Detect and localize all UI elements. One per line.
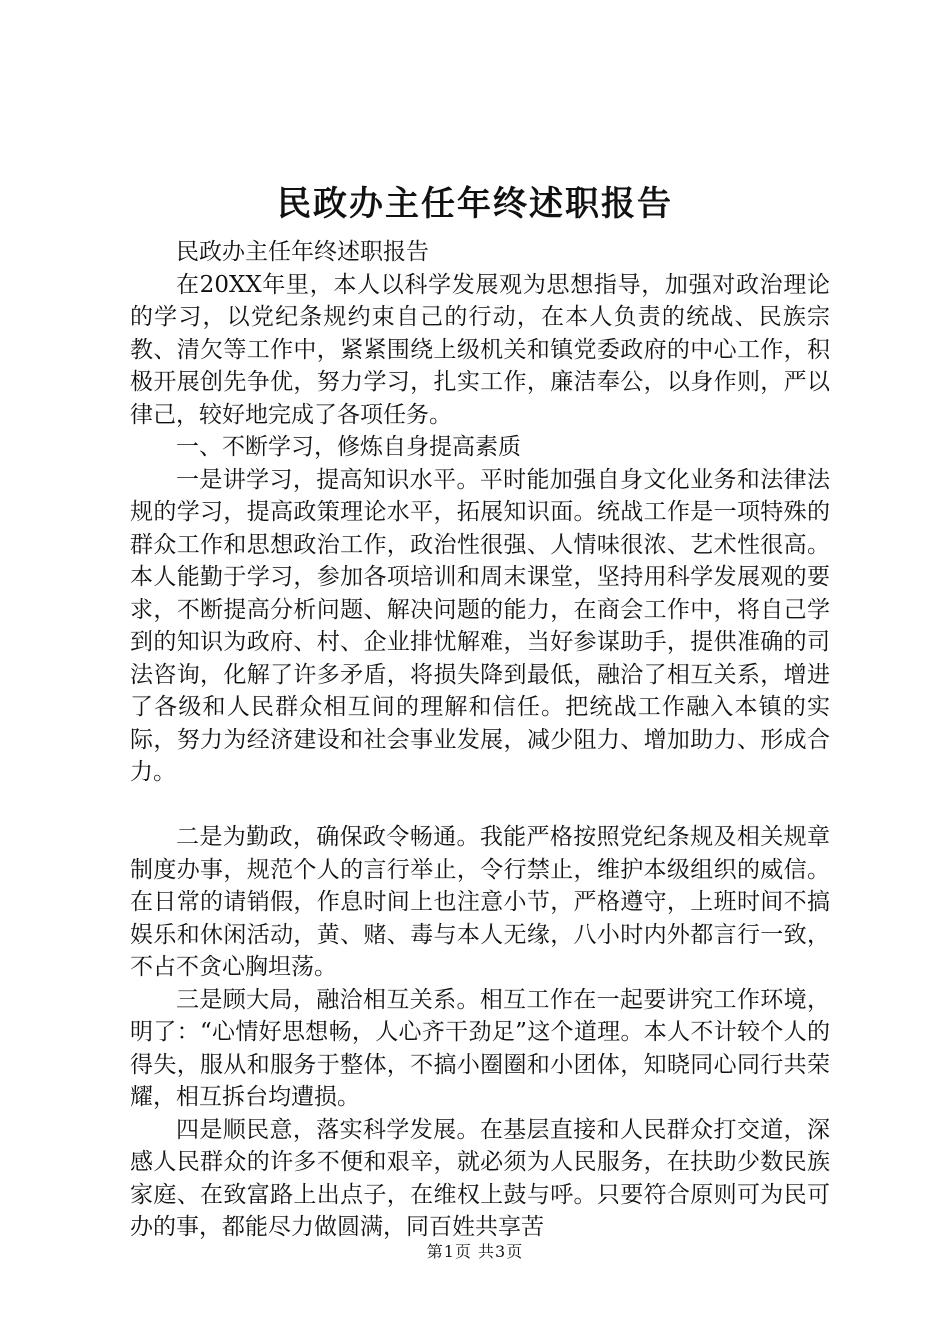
document-title: 民政办主任年终述职报告 <box>277 184 673 224</box>
paragraph-point-1: 一是讲学习，提高知识水平。平时能加强自身文化业务和法律法规的学习，提高政策理论水平，拓展知识面。统战工作是一项特殊的群众工作和思想政治工作，政治性很强、人情味很浓、艺术性很高。本人能勤于学习，参加各项培训和周末课堂，坚持用科学发展观的要求，不断提高分析问题、解决问题的能力，在商会工作中，将自己学到的知识为政府、村、企业排忧解难，当好参谋助手，提供准确的司法咨询，化解了许多矛盾，将损失降到最低，融洽了相互关系，增进了各级和人民群众相互间的理解和信任。把统战工作融入本镇的实际，努力为经济建设和社会事业发展，减少阻力、增加助力、形成合力。 <box>130 466 830 785</box>
paragraph-subtitle: 民政办主任年终述职报告 <box>176 239 429 265</box>
document-body <box>130 236 830 1244</box>
section-heading-1: 一、不断学习，修炼自身提高素质 <box>176 434 521 460</box>
paragraph-point-4: 四是顺民意，落实科学发展。在基层直接和人民群众打交道，深感人民群众的许多不便和艰辛，就必须为人民服务，在扶助少数民族家庭、在致富路上出点子，在维权上鼓与呼。只要符合原则可为民可办的事，都能尽力做圆满，同百姓共享苦 <box>130 1116 830 1240</box>
page-number-footer: 第1页 共3页 <box>426 1242 524 1261</box>
paragraph-intro: 在20XX年里，本人以科学发展观为思想指导，加强对政治理论的学习，以党纪条规约束自己的行动，在本人负责的统战、民族宗教、清欠等工作中，紧紧围绕上级机关和镇党委政府的中心工作，积极开展创先争优，努力学习，扎实工作，廉洁奉公，以身作则，严以律己，较好地完成了各项任务。 <box>130 271 830 428</box>
paragraph-point-3: 三是顾大局，融洽相互关系。相互工作在一起要讲究工作环境，明了：“心情好思想畅，人心齐干劲足”这个道理。本人不计较个人的得失，服从和服务于整体，不搞小圈圈和小团体，知晓同心同行共荣耀，相互拆台均遭损。 <box>130 986 830 1110</box>
paragraph-point-2: 二是为勤政，确保政令畅通。我能严格按照党纪条规及相关规章制度办事，规范个人的言行举止，令行禁止，维护本级组织的威信。在日常的请销假，作息时间上也注意小节，严格遵守，上班时间不搞娱乐和休闲活动，黄、赌、毒与本人无缘，八小时内外都言行一致，不占不贪心胸坦荡。 <box>130 824 830 980</box>
